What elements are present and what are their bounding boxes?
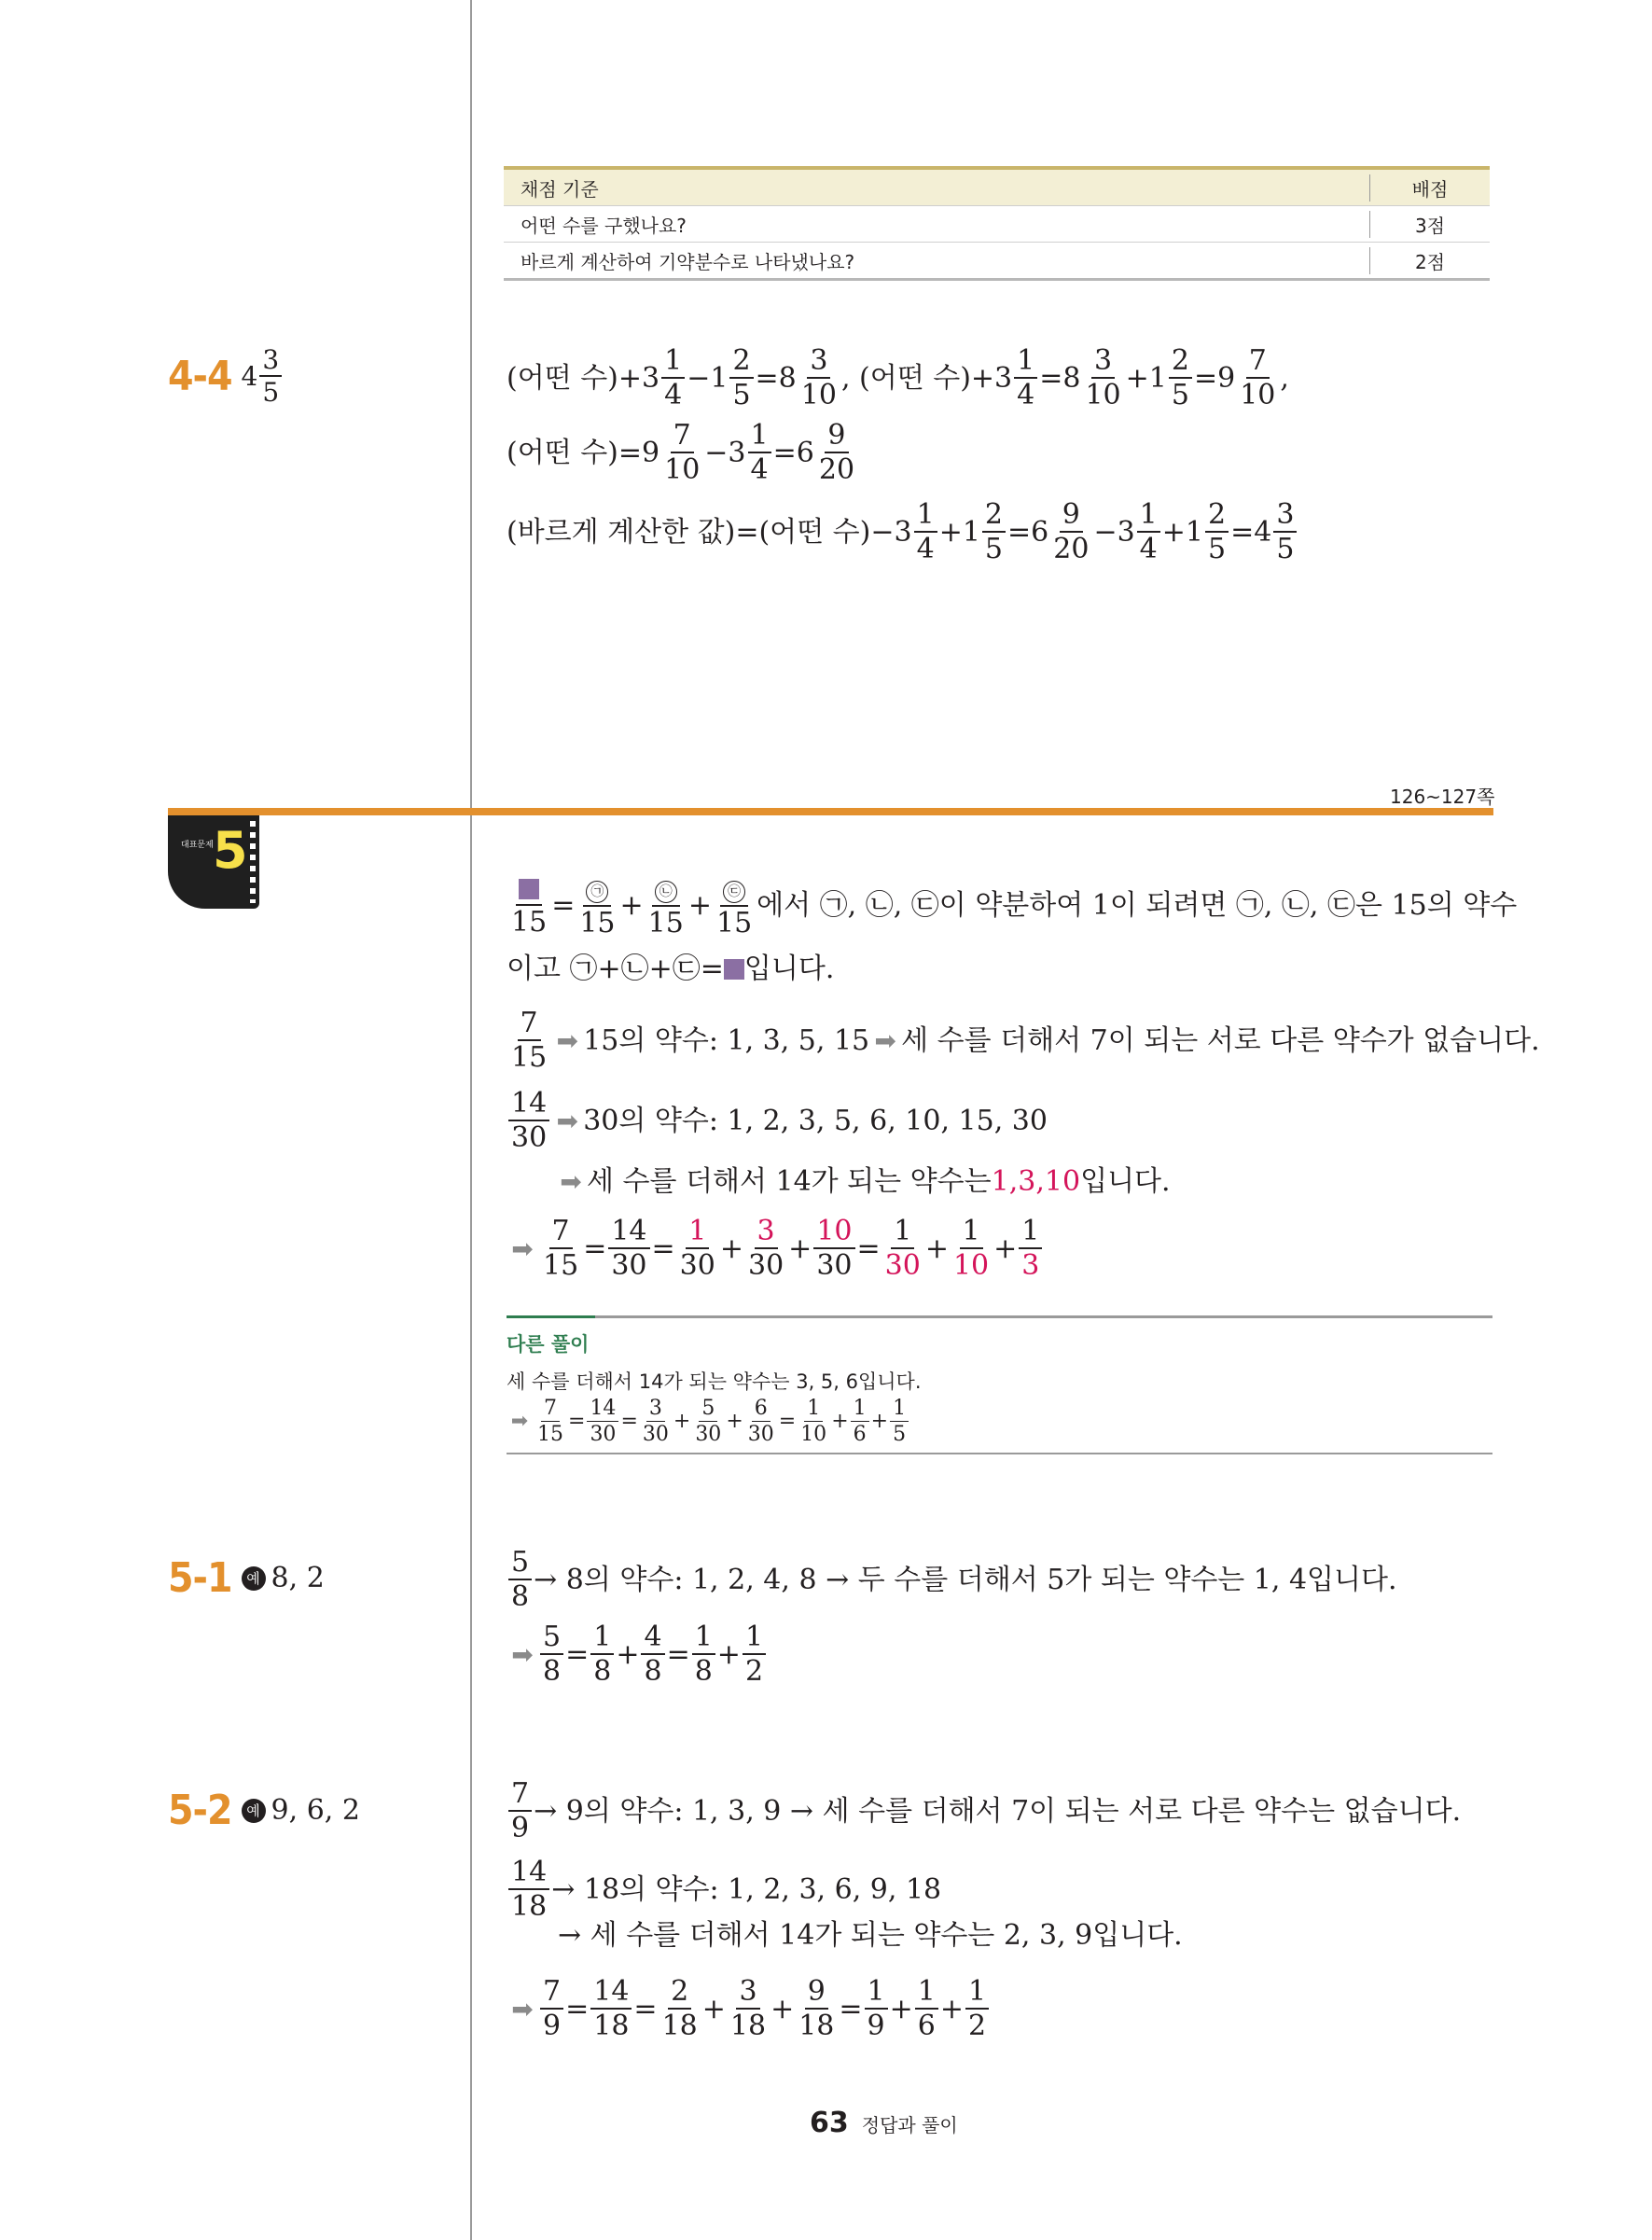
frac-den: 15 — [647, 907, 684, 939]
section5-line-sum14 — [555, 1165, 1171, 1198]
frac-den: 5 — [1276, 533, 1295, 565]
frac-den: 5 — [893, 1423, 907, 1446]
frac-num: 10 — [813, 1217, 854, 1249]
right-arrow-icon: ➡ — [511, 1993, 534, 2024]
frac-num: 7 — [540, 1978, 563, 2010]
frac-den: 6 — [917, 2010, 936, 2042]
frac-den: 15 — [579, 907, 616, 939]
solution-5-1-line2: ➡ $\frac{5}{8}$ = $\frac{1}{8}$ + $\frac{4}{8}$ = $\frac{1}{8}$ + $\frac{1}{2}$ — [507, 1623, 768, 1686]
answer-5-2: 9, 6, 2 — [271, 1794, 360, 1827]
answer-num: 3 — [259, 347, 282, 377]
section5-final-equation: ➡ $\frac{7}{15}$ = $\frac{14}{30}$ = $\frac{1}{30}$ + $\frac{3}{30}$ + $\frac{10}{30}$ = $\frac{1}{30}$ + $\frac{1}{10}$ + $\frac{1}{3}$ — [507, 1217, 1044, 1280]
frac-den: 4 — [1139, 533, 1158, 565]
frac-den: 6 — [853, 1423, 867, 1446]
column-divider — [470, 0, 472, 2240]
frac-den: 18 — [798, 2010, 835, 2042]
frac-num: 7 — [549, 1217, 573, 1249]
frac-den: 2 — [968, 2010, 987, 2042]
frac-den: 30 — [816, 1249, 853, 1282]
frac-num: 2 — [1205, 501, 1229, 533]
divisors-text: 15의 약수: 1, 3, 5, 15 — [583, 1023, 870, 1057]
footer-title: 정답과 풀이 — [861, 2114, 958, 2136]
section5-intro-line2 — [507, 955, 834, 983]
frac-num: 1 — [590, 1623, 614, 1655]
rubric-row — [504, 206, 1490, 243]
rubric-header — [504, 170, 1490, 206]
frac-num: 4 — [641, 1623, 664, 1655]
right-arrow-icon: ➡ — [560, 1166, 582, 1197]
frac-den: 15 — [511, 1041, 548, 1074]
frac-num: 1 — [891, 1217, 914, 1249]
section-divider — [168, 808, 1493, 815]
frac-num: 2 — [982, 501, 1006, 533]
expr-text: , — [1280, 361, 1289, 395]
frac-num: 14 — [608, 1217, 649, 1249]
frac-num: 14 — [508, 1858, 549, 1890]
intro-text: 입니다. — [743, 953, 835, 985]
expr-text: =8 — [755, 361, 797, 395]
expr-text: (어떤 수)+3 — [507, 361, 660, 395]
frac-num: 3 — [1273, 501, 1297, 533]
highlight-value: 10 — [1044, 1165, 1081, 1198]
frac-den: 15 — [511, 906, 548, 939]
problem-label: 5-2 — [168, 1787, 232, 1834]
divisors-text: → 9의 약수: 1, 3, 9 → 세 수를 더해서 7이 되는 서로 다른 약수는 없습니다. — [534, 1794, 1462, 1828]
frac-num: 7 — [671, 422, 694, 453]
frac-num: 1 — [661, 347, 685, 379]
frac-num: 1 — [915, 1978, 938, 2010]
page-footer — [810, 2107, 958, 2139]
right-arrow-icon: ➡ — [556, 1024, 578, 1056]
example-badge: 예 — [242, 1566, 266, 1591]
purple-square-icon — [519, 879, 539, 899]
frac-num: 5 — [508, 1549, 532, 1580]
frac-den: 18 — [661, 2010, 698, 2042]
frac-num: 14 — [590, 1978, 632, 2010]
problem-4-4-label-group — [168, 344, 284, 408]
frac-den: 10 — [800, 379, 837, 411]
rubric-criteria: 어떤 수를 구했나요? — [521, 214, 687, 237]
rubric-header-score: 배점 — [1369, 174, 1490, 202]
expr-text: (바르게 계산한 값)=(어떤 수)−3 — [507, 515, 912, 549]
frac-den: 20 — [1053, 533, 1090, 565]
badge-number: 5 — [213, 821, 248, 880]
solution-5-2-line4: ➡ $\frac{7}{9}$ = $\frac{14}{18}$ = $\frac{2}{18}$ + $\frac{3}{18}$ + $\frac{9}{18}$ = $\frac{1}{9}$ + $\frac{1}{6}$ + $\frac{1}{2}$ — [507, 1978, 991, 2040]
rubric-score: 3점 — [1369, 211, 1490, 238]
frac-den: 10 — [952, 1249, 990, 1282]
frac-den: 30 — [747, 1249, 784, 1282]
frac-den: 4 — [1017, 379, 1035, 411]
rubric-row — [504, 243, 1490, 278]
purple-square-icon — [724, 959, 744, 980]
frac-den: 30 — [642, 1423, 669, 1446]
solution-4-4-line3 — [507, 498, 1298, 565]
right-arrow-icon: ➡ — [511, 1232, 534, 1264]
frac-den: 10 — [1240, 379, 1276, 411]
frac-den: 8 — [511, 1580, 530, 1613]
conclusion-text: → 세 수를 더해서 14가 되는 약수는 2, 3, 9입니다. — [558, 1919, 1183, 1952]
frac-den: 30 — [884, 1249, 921, 1282]
frac-num: 9 — [825, 422, 848, 453]
frac-den: 9 — [867, 2010, 885, 2042]
rubric-header-criteria: 채점 기준 — [521, 177, 599, 201]
answer-whole: 4 — [241, 360, 258, 392]
solution-5-1-line1 — [507, 1546, 1397, 1613]
right-arrow-icon: ➡ — [874, 1024, 896, 1056]
expr-text: +1 — [938, 515, 980, 549]
frac-den: 18 — [593, 2010, 630, 2042]
frac-den: 3 — [1021, 1249, 1040, 1282]
frac-den: 15 — [715, 907, 753, 939]
expr-text: +1 — [1125, 361, 1167, 395]
badge-label: 대표문제 — [181, 841, 214, 850]
problem-5-2-label-group — [168, 1787, 360, 1834]
frac-den: 5 — [1208, 533, 1227, 565]
expr-text: =6 — [772, 436, 814, 469]
frac-den: 15 — [543, 1249, 579, 1282]
frac-den: 10 — [1085, 379, 1121, 411]
frac-den: 8 — [543, 1655, 562, 1688]
highlight-value: 1 — [991, 1165, 1009, 1198]
problem-5-1-label-group — [168, 1554, 325, 1602]
divisors-text: → 18의 약수: 1, 2, 3, 6, 9, 18 — [551, 1872, 942, 1906]
frac-num: 1 — [743, 1623, 766, 1655]
frac-den: 5 — [1171, 379, 1189, 411]
frac-num: 7 — [508, 1780, 532, 1812]
rubric-score: 2점 — [1369, 247, 1490, 274]
page-number: 63 — [810, 2107, 849, 2139]
frac-num: 1 — [960, 1217, 983, 1249]
frac-den: 8 — [694, 1655, 713, 1688]
intro-text: 이고 ㉠+㉡+㉢= — [507, 953, 724, 985]
frac-den: 15 — [537, 1423, 563, 1446]
expr-text: −3 — [1093, 515, 1135, 549]
conclusion-text: 세 수를 더해서 7이 되는 서로 다른 약수가 없습니다. — [901, 1023, 1540, 1057]
frac-num: 1 — [1014, 347, 1037, 379]
intro-text: 에서 ㉠, ㉡, ㉢이 약분하여 1이 되려면 ㉠, ㉡, ㉢은 15의 약수 — [757, 888, 1518, 922]
problem-label: 4-4 — [168, 353, 232, 400]
frac-den: 20 — [818, 453, 855, 486]
representative-problem-badge — [168, 815, 259, 909]
solution-5-2-line3 — [558, 1919, 1183, 1952]
frac-den: 5 — [732, 379, 751, 411]
expr-text: =9 — [1193, 361, 1236, 395]
frac-den: 18 — [511, 1890, 548, 1923]
expr-text: =8 — [1039, 361, 1081, 395]
circled-letter: ㉡ — [655, 881, 677, 903]
frac-num: 9 — [805, 1978, 828, 2010]
scoring-rubric — [504, 166, 1490, 281]
frac-num: 6 — [752, 1398, 770, 1422]
frac-den: 5 — [984, 533, 1004, 565]
frac-num: 1 — [1137, 501, 1160, 533]
section5-line-7-15 — [507, 1009, 1540, 1072]
expr-text: , (어떤 수)+3 — [840, 361, 1013, 395]
frac-den: 2 — [744, 1655, 764, 1688]
frac-num: 14 — [587, 1398, 618, 1422]
frac-den: 30 — [611, 1249, 647, 1282]
frac-den: 30 — [695, 1423, 722, 1446]
answer-4-4 — [241, 344, 285, 408]
alternative-solution-text: 세 수를 더해서 14가 되는 약수는 3, 5, 6입니다. — [507, 1370, 922, 1393]
frac-num: 3 — [755, 1217, 778, 1249]
film-strip-decoration — [250, 821, 256, 903]
expr-text: =6 — [1007, 515, 1049, 549]
rubric-criteria: 바르게 계산하여 기약분수로 나타냈나요? — [521, 250, 855, 273]
frac-num: 3 — [646, 1398, 665, 1422]
frac-num: 1 — [890, 1398, 909, 1422]
frac-num: 2 — [729, 347, 753, 379]
frac-den: 30 — [511, 1121, 548, 1154]
circled-letter: ㉠ — [586, 881, 608, 903]
answer-5-1: 8, 2 — [271, 1562, 325, 1594]
frac-num: 2 — [1169, 347, 1192, 379]
highlight-separator: , — [1035, 1165, 1045, 1198]
frac-num: 2 — [668, 1978, 691, 2010]
solution-5-2-line1 — [507, 1777, 1462, 1844]
frac-num: 7 — [518, 1009, 541, 1041]
frac-num: 5 — [699, 1398, 717, 1422]
conclusion-text: 세 수를 더해서 14가 되는 약수는 — [587, 1165, 992, 1198]
alternative-solution-box — [507, 1315, 1492, 1454]
frac-den: 8 — [644, 1655, 662, 1688]
frac-den: 9 — [543, 2010, 562, 2042]
expr-text: −3 — [704, 436, 746, 469]
frac-den: 30 — [747, 1423, 774, 1446]
frac-num: 1 — [851, 1398, 869, 1422]
frac-num: 1 — [692, 1623, 715, 1655]
frac-den: 30 — [679, 1249, 715, 1282]
divisors-text: → 8의 약수: 1, 2, 4, 8 → 두 수를 더해서 5가 되는 약수는 1, 4입니다. — [534, 1563, 1397, 1596]
frac-den: 8 — [593, 1655, 612, 1688]
frac-den: 9 — [511, 1812, 530, 1844]
frac-num: 3 — [1091, 347, 1115, 379]
frac-num: 1 — [804, 1398, 823, 1422]
right-arrow-icon: ➡ — [510, 1410, 529, 1433]
frac-num: 1 — [748, 422, 771, 453]
example-badge: 예 — [242, 1799, 266, 1823]
frac-num: 1 — [1019, 1217, 1042, 1249]
highlight-separator: , — [1008, 1165, 1019, 1198]
page-range: 126~127쪽 — [1390, 786, 1495, 808]
expr-text: =4 — [1230, 515, 1272, 549]
right-arrow-icon: ➡ — [556, 1105, 578, 1136]
frac-num: 9 — [1060, 501, 1083, 533]
frac-den: 4 — [750, 453, 769, 486]
frac-num: 1 — [865, 1978, 888, 2010]
frac-den: 10 — [800, 1423, 827, 1446]
frac-num: 7 — [1246, 347, 1270, 379]
expr-text: +1 — [1161, 515, 1203, 549]
circled-letter: ㉢ — [723, 881, 745, 903]
expr-text: (어떤 수)=9 — [507, 436, 660, 469]
frac-num: 5 — [540, 1623, 563, 1655]
frac-den: 30 — [590, 1423, 617, 1446]
frac-num: 3 — [807, 347, 830, 379]
conclusion-text: 입니다. — [1080, 1165, 1171, 1198]
right-arrow-icon: ➡ — [511, 1638, 534, 1670]
frac-num: 1 — [965, 1978, 989, 2010]
alternative-solution-title: 다른 풀이 — [507, 1333, 590, 1356]
frac-num: 1 — [686, 1217, 709, 1249]
frac-num: 1 — [914, 501, 937, 533]
problem-label: 5-1 — [168, 1554, 232, 1602]
answer-den: 5 — [262, 377, 280, 408]
solution-4-4-line2 — [507, 419, 859, 486]
frac-num: 14 — [508, 1090, 549, 1121]
solution-4-4-line1 — [507, 344, 1289, 411]
alternative-solution-equation: ➡ $\frac{7}{15}$ = $\frac{14}{30}$ = $\frac{3}{30}$ + $\frac{5}{30}$ + $\frac{6}{30}$ = $\frac{1}{10}$ + $\frac{1}{6}$ + $\frac{1}{5}$ — [507, 1398, 1492, 1445]
highlight-value: 3 — [1018, 1165, 1036, 1198]
section5-line-14-30 — [507, 1087, 1048, 1154]
frac-den: 10 — [664, 453, 701, 486]
frac-den: 4 — [916, 533, 935, 565]
solution-5-2-line2 — [507, 1858, 941, 1921]
frac-den: 18 — [729, 2010, 767, 2042]
frac-num: 3 — [736, 1978, 759, 2010]
frac-den: 4 — [664, 379, 683, 411]
section5-intro-line1: 15 = $\frac{㉠}{15}$ + $\frac{㉡}{15}$ + $\frac{㉢}{15}$ 에서 ㉠, ㉡, ㉢이 약분하여 1이 되려면 ㉠, ㉡, ㉢은 15의 약수 — [507, 873, 1517, 938]
frac-num: 7 — [541, 1398, 560, 1422]
expr-text: −1 — [687, 361, 729, 395]
divisors-text: 30의 약수: 1, 2, 3, 5, 6, 10, 15, 30 — [583, 1104, 1048, 1137]
